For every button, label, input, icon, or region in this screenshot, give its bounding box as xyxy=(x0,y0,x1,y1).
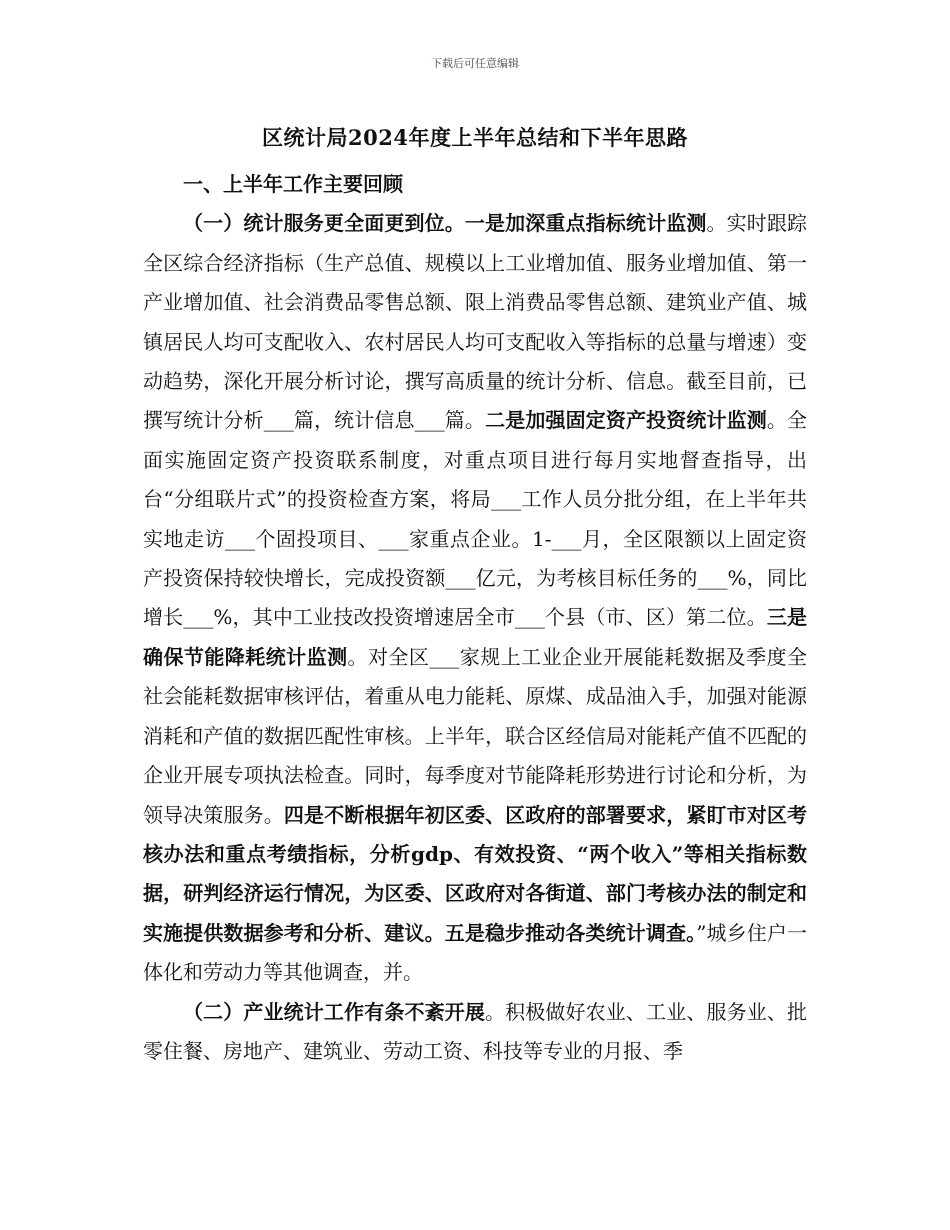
point-one-text: 。实时跟踪全区综合经济指标（生产总值、规模以上工业增加值、服务业增加值、第一产业增加值、社会消费品零售总额、限上消费品零售总额、建筑业产值、城镇居民人均可支配收入、农村居民人均可支配收入等指标的总量与增速）变动趋势，深化开展分析讨论，撰写高质量的统计分析、信息。截至目前，已撰写统计分析___篇，统计信息___篇。 xyxy=(143,211,808,433)
point-two-heading: 二是加强固定资产投资统计监测 xyxy=(485,408,767,433)
point-three-text: 。对全区___家规上工业企业开展能耗数据及季度全社会能耗数据审核评估，着重从电力能耗、原煤、成品油入手，加强对能源消耗和产值的数据匹配性审核。上半年，联合区经信局对能耗产值不匹配的企业开展专项执法检查。同时，每季度对节能降耗形势进行讨论和分析，为领导决策服务。 xyxy=(143,644,808,827)
section-heading: 一、上半年工作主要回顾 xyxy=(183,172,403,196)
paragraph-lead: （二）产业统计工作有条不紊开展 xyxy=(183,999,485,1024)
header-note: 下载后可任意编辑 xyxy=(431,57,519,70)
point-one-heading: 一是加深重点指标统计监测 xyxy=(464,211,707,236)
point-two-text: 。全面实施固定资产投资联系制度，对重点项目进行每月实地督查指导，出台“分组联片式”的投资检查方案，将局___工作人员分批分组，在上半年共实地走访___个固投项目、___家重点企业。1-___月，全区限额以上固定资产投资保持较快增长，完成投资额___亿元，为考核目标任务的___%，同比增长___%，其中工业技改投资增速居全市___个县（市、区）第二位。 xyxy=(143,408,808,630)
paragraph-statistical-services xyxy=(143,204,807,992)
point-four-five-heading: 四是不断根据年初区委、区政府的部署要求，紧盯市对区考核办法和重点考绩指标，分析gdp、有效投资、“两个收入”等相关指标数据，研判经济运行情况，为区委、区政府对各街道、部门考核办法的制定和实施提供数据参考和分析、建议。五是稳步推动各类统计调查。 xyxy=(143,802,807,945)
paragraph-lead: （一）统计服务更全面更到位。 xyxy=(183,211,465,236)
point-three-heading: 三是确保节能降耗统计监测 xyxy=(143,605,807,669)
document-title: 区统计局2024年度上半年总结和下半年思路 xyxy=(262,125,688,150)
point-five-text: ”城乡住户一体化和劳动力等其他调查，并。 xyxy=(143,920,807,985)
paragraph-text: 。积极做好农业、工业、服务业、批零住餐、房地产、建筑业、劳动工资、科技等专业的月报、季 xyxy=(143,999,807,1063)
document-body xyxy=(143,165,807,1071)
paragraph-industry-statistics xyxy=(143,993,807,1072)
